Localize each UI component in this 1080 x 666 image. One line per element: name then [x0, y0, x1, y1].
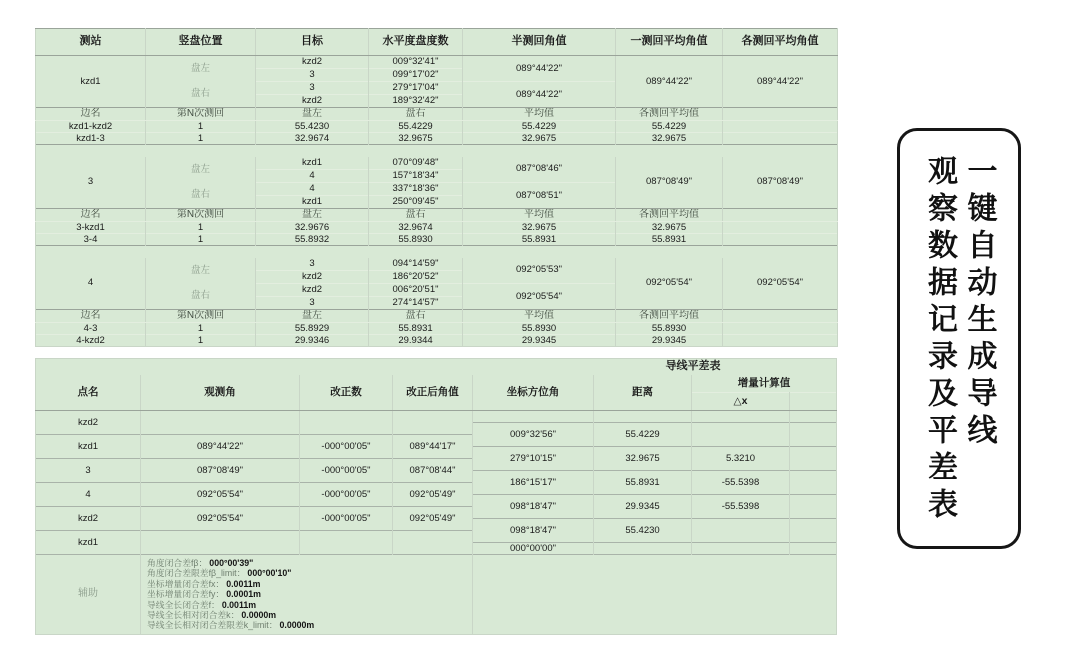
target-cell: kzd2 — [256, 284, 369, 297]
edge-n-cell: 1 — [146, 323, 256, 335]
edge-row — [36, 323, 838, 335]
edge-all-cell: 55.8930 — [616, 323, 723, 335]
edge-right-cell: 55.4229 — [369, 121, 463, 133]
empty-cell — [723, 310, 838, 323]
point-cell: 4 — [36, 483, 141, 507]
edge-mean-cell: 32.9675 — [463, 222, 616, 234]
corr-cell — [300, 411, 393, 435]
face-right-cell: 盘右 — [146, 284, 256, 310]
corr-cell: -000°00'05" — [300, 435, 393, 459]
obs-row — [36, 258, 838, 271]
reading-cell: 274°14'57" — [369, 297, 463, 310]
one-mean-cell: 089°44'22" — [616, 56, 723, 108]
target-cell: 4 — [256, 183, 369, 196]
edge-right-cell: 55.8930 — [369, 234, 463, 246]
edge-all-cell: 32.9675 — [616, 222, 723, 234]
target-cell: 4 — [256, 170, 369, 183]
half-angle-cell: 089°44'22" — [463, 82, 616, 108]
angle-cell — [141, 531, 300, 555]
spacer-row — [36, 145, 838, 157]
edge-n-cell: 1 — [146, 121, 256, 133]
edge-name-cell: 4-3 — [36, 323, 146, 335]
distance-cell — [594, 543, 692, 555]
filler-cell — [790, 411, 837, 423]
filler-cell — [790, 447, 837, 471]
dx-cell: -55.5398 — [692, 471, 790, 495]
filler-cell — [790, 543, 837, 555]
distance-cell: 55.4229 — [594, 423, 692, 447]
edge-mean-cell: 55.8930 — [463, 323, 616, 335]
dx-cell — [692, 423, 790, 447]
edge-all-header: 各测回平均值 — [616, 310, 723, 323]
spacer-cell — [36, 246, 838, 258]
aux-line-label: 导线全长相对闭合差k： — [147, 610, 240, 621]
edge-name-header: 边名 — [36, 209, 146, 222]
header-dx: △x — [692, 393, 790, 411]
all-mean-cell: 087°08'49" — [723, 157, 838, 209]
obs-row — [36, 157, 838, 170]
filler-cell — [692, 411, 790, 423]
observation-record-table — [35, 28, 838, 347]
face-right-cell: 盘右 — [146, 183, 256, 209]
corr-cell: -000°00'05" — [300, 507, 393, 531]
edge-mean-cell: 55.4229 — [463, 121, 616, 133]
point-cell: 3 — [36, 459, 141, 483]
edge-subheader-row — [36, 310, 838, 323]
edge-n-header: 第N次测回 — [146, 209, 256, 222]
point-cell: kzd1 — [36, 531, 141, 555]
header-all-mean: 各测回平均角值 — [723, 29, 838, 56]
header-correction: 改正数 — [300, 375, 393, 411]
station-cell: 4 — [36, 258, 146, 310]
aux-line-value: 0.0011m — [221, 599, 257, 610]
edge-name-cell: 4-kzd2 — [36, 335, 146, 347]
filler-cell — [790, 519, 837, 543]
dx-cell — [692, 519, 790, 543]
azimuth-cell: 000°00'00" — [473, 543, 594, 555]
corr-cell — [300, 531, 393, 555]
aux-line-label: 坐标增量闭合差fx： — [147, 578, 225, 589]
edge-row — [36, 222, 838, 234]
half-angle-cell: 087°08'46" — [463, 157, 616, 183]
edge-n-cell: 1 — [146, 234, 256, 246]
edge-name-cell: kzd1-3 — [36, 133, 146, 145]
edge-all-cell: 55.4229 — [616, 121, 723, 133]
aux-line — [147, 558, 472, 568]
edge-all-cell: 55.8931 — [616, 234, 723, 246]
filler-cell — [594, 411, 692, 423]
header-plate-position: 竖盘位置 — [146, 29, 256, 56]
header-azimuth: 坐标方位角 — [473, 375, 594, 411]
target-cell: kzd2 — [256, 95, 369, 108]
one-mean-cell: 087°08'49" — [616, 157, 723, 209]
header-distance: 距离 — [594, 375, 692, 411]
edge-row — [36, 335, 838, 347]
angle-cell: 092°05'54" — [141, 507, 300, 531]
adj-angle-cell: 089°44'17" — [393, 435, 473, 459]
edge-right-header: 盘右 — [369, 209, 463, 222]
aux-line — [147, 600, 472, 610]
empty-cell — [723, 234, 838, 246]
target-cell: kzd2 — [256, 271, 369, 284]
edge-left-header: 盘左 — [256, 310, 369, 323]
edge-mean-cell: 55.8931 — [463, 234, 616, 246]
aux-label-cell: 辅助 — [36, 555, 141, 635]
station-cell: 3 — [36, 157, 146, 209]
target-cell: 3 — [256, 69, 369, 82]
aux-text-cell — [141, 555, 473, 635]
edge-mean-header: 平均值 — [463, 209, 616, 222]
adjustment-header-row — [36, 375, 837, 393]
edge-name-header: 边名 — [36, 108, 146, 121]
azimuth-cell: 009°32'56" — [473, 423, 594, 447]
aux-line-label: 坐标增量闭合差fy： — [147, 589, 225, 600]
edge-right-header: 盘右 — [369, 310, 463, 323]
edge-left-cell: 29.9346 — [256, 335, 369, 347]
reading-cell: 186°20'52" — [369, 271, 463, 284]
azimuth-cell: 098°18'47" — [473, 519, 594, 543]
title-row — [36, 359, 837, 375]
edge-subheader-row — [36, 209, 838, 222]
edge-name-header: 边名 — [36, 310, 146, 323]
face-left-cell: 盘左 — [146, 258, 256, 284]
all-mean-cell: 089°44'22" — [723, 56, 838, 108]
reading-cell: 337°18'36" — [369, 183, 463, 196]
aux-line-label: 角度闭合差限差fβ_limit： — [147, 568, 246, 579]
reading-cell: 006°20'51" — [369, 284, 463, 297]
azimuth-cell: 279°10'15" — [473, 447, 594, 471]
target-cell: kzd2 — [256, 56, 369, 69]
edge-row — [36, 133, 838, 145]
empty-cell — [723, 323, 838, 335]
target-cell: 3 — [256, 297, 369, 310]
face-right-cell: 盘右 — [146, 82, 256, 108]
edge-name-cell: kzd1-kzd2 — [36, 121, 146, 133]
header-increment: 增量计算值 — [692, 375, 837, 393]
face-left-cell: 盘左 — [146, 157, 256, 183]
reading-cell: 250°09'45" — [369, 196, 463, 209]
aux-line-label: 导线全长闭合差f： — [147, 599, 220, 610]
edge-right-cell: 29.9344 — [369, 335, 463, 347]
all-mean-cell: 092°05'54" — [723, 258, 838, 310]
aux-line — [147, 589, 472, 599]
aux-line-value: 000°00'10" — [247, 568, 292, 579]
edge-left-cell: 55.4230 — [256, 121, 369, 133]
aux-empty-cell — [473, 555, 837, 635]
adj-angle-cell: 087°08'44" — [393, 459, 473, 483]
filler-cell — [790, 471, 837, 495]
reading-cell: 094°14'59" — [369, 258, 463, 271]
title-cell — [36, 359, 837, 375]
edge-all-cell: 32.9675 — [616, 133, 723, 145]
reading-cell: 157°18'34" — [369, 170, 463, 183]
adj-angle-cell: 092°05'49" — [393, 483, 473, 507]
half-angle-cell: 087°08'51" — [463, 183, 616, 209]
edge-all-cell: 29.9345 — [616, 335, 723, 347]
distance-cell: 55.4230 — [594, 519, 692, 543]
aux-line — [147, 579, 472, 589]
point-row — [36, 411, 837, 423]
header-adjusted-angle: 改正后角值 — [393, 375, 473, 411]
reading-cell: 070°09'48" — [369, 157, 463, 170]
edge-mean-cell: 32.9675 — [463, 133, 616, 145]
one-mean-cell: 092°05'54" — [616, 258, 723, 310]
header-one-mean: 一测回平均角值 — [616, 29, 723, 56]
aux-row — [36, 555, 837, 635]
edge-row — [36, 121, 838, 133]
header-station: 测站 — [36, 29, 146, 56]
edge-right-cell: 32.9674 — [369, 222, 463, 234]
half-angle-cell: 092°05'53" — [463, 258, 616, 284]
empty-cell — [723, 133, 838, 145]
observation-header-row — [36, 29, 838, 56]
aux-line — [147, 568, 472, 578]
edge-name-cell: 3-4 — [36, 234, 146, 246]
adj-angle-cell — [393, 411, 473, 435]
edge-right-cell: 55.8931 — [369, 323, 463, 335]
edge-left-header: 盘左 — [256, 108, 369, 121]
angle-cell — [141, 411, 300, 435]
dx-cell: 5.3210 — [692, 447, 790, 471]
edge-subheader-row — [36, 108, 838, 121]
azimuth-cell: 098°18'47" — [473, 495, 594, 519]
distance-cell: 32.9675 — [594, 447, 692, 471]
filler-cell — [473, 411, 594, 423]
half-angle-cell: 089°44'22" — [463, 56, 616, 82]
empty-cell — [723, 121, 838, 133]
angle-cell: 089°44'22" — [141, 435, 300, 459]
filler-cell — [790, 495, 837, 519]
adj-angle-cell: 092°05'49" — [393, 507, 473, 531]
edge-all-header: 各测回平均值 — [616, 209, 723, 222]
angle-cell: 092°05'54" — [141, 483, 300, 507]
edge-row — [36, 234, 838, 246]
header-observed-angle: 观测角 — [141, 375, 300, 411]
aux-line-label: 导线全长相对闭合差限差k_limit： — [147, 620, 278, 631]
half-angle-cell: 092°05'54" — [463, 284, 616, 310]
corr-cell: -000°00'05" — [300, 483, 393, 507]
edge-right-cell: 32.9675 — [369, 133, 463, 145]
filler-cell — [790, 423, 837, 447]
spacer-cell — [36, 145, 838, 157]
edge-n-header: 第N次测回 — [146, 108, 256, 121]
edge-left-cell: 32.9674 — [256, 133, 369, 145]
header-target: 目标 — [256, 29, 369, 56]
empty-cell — [723, 209, 838, 222]
distance-cell: 55.8931 — [594, 471, 692, 495]
dx-cell: -55.5398 — [692, 495, 790, 519]
aux-line — [147, 620, 472, 630]
table-title: 导线平差表 — [665, 360, 721, 372]
aux-line-value: 0.0001m — [226, 589, 261, 600]
spacer-row — [36, 246, 838, 258]
edge-name-cell: 3-kzd1 — [36, 222, 146, 234]
edge-n-cell: 1 — [146, 133, 256, 145]
header-dy-empty — [790, 393, 837, 411]
empty-cell — [723, 222, 838, 234]
edge-n-cell: 1 — [146, 222, 256, 234]
traverse-adjustment-table — [35, 358, 837, 635]
reading-cell: 099°17'02" — [369, 69, 463, 82]
angle-cell: 087°08'49" — [141, 459, 300, 483]
edge-left-cell: 32.9676 — [256, 222, 369, 234]
dx-cell — [692, 543, 790, 555]
empty-cell — [723, 108, 838, 121]
reading-cell: 279°17'04" — [369, 82, 463, 95]
edge-right-header: 盘右 — [369, 108, 463, 121]
target-cell: 3 — [256, 82, 369, 95]
aux-line — [147, 610, 472, 620]
corr-cell: -000°00'05" — [300, 459, 393, 483]
distance-cell: 29.9345 — [594, 495, 692, 519]
edge-left-cell: 55.8932 — [256, 234, 369, 246]
header-reading: 水平度盘度数 — [369, 29, 463, 56]
edge-mean-header: 平均值 — [463, 108, 616, 121]
target-cell: kzd1 — [256, 196, 369, 209]
edge-n-header: 第N次测回 — [146, 310, 256, 323]
banner-text-right: 一键自动生成导线 — [962, 155, 996, 451]
target-cell: 3 — [256, 258, 369, 271]
obs-row — [36, 56, 838, 69]
reading-cell: 009°32'41" — [369, 56, 463, 69]
aux-line-value: 000°00'39" — [209, 558, 254, 568]
aux-line-value: 0.0011m — [226, 578, 261, 589]
face-left-cell: 盘左 — [146, 56, 256, 82]
point-cell: kzd2 — [36, 507, 141, 531]
azimuth-cell: 186°15'17" — [473, 471, 594, 495]
adj-angle-cell — [393, 531, 473, 555]
target-cell: kzd1 — [256, 157, 369, 170]
aux-line-value: 0.0000m — [279, 620, 315, 631]
station-cell: kzd1 — [36, 56, 146, 108]
aux-line-label: 角度闭合差fβ： — [147, 558, 208, 568]
edge-left-cell: 55.8929 — [256, 323, 369, 335]
banner-text-left: 观察数据记录及平差表 — [923, 155, 956, 525]
promo-banner — [897, 128, 1021, 549]
edge-n-cell: 1 — [146, 335, 256, 347]
edge-all-header: 各测回平均值 — [616, 108, 723, 121]
header-half-angle: 半测回角值 — [463, 29, 616, 56]
header-point: 点名 — [36, 375, 141, 411]
point-cell: kzd2 — [36, 411, 141, 435]
empty-cell — [723, 335, 838, 347]
aux-line-value: 0.0000m — [241, 610, 277, 621]
reading-cell: 189°32'42" — [369, 95, 463, 108]
point-cell: kzd1 — [36, 435, 141, 459]
edge-left-header: 盘左 — [256, 209, 369, 222]
edge-mean-cell: 29.9345 — [463, 335, 616, 347]
edge-mean-header: 平均值 — [463, 310, 616, 323]
